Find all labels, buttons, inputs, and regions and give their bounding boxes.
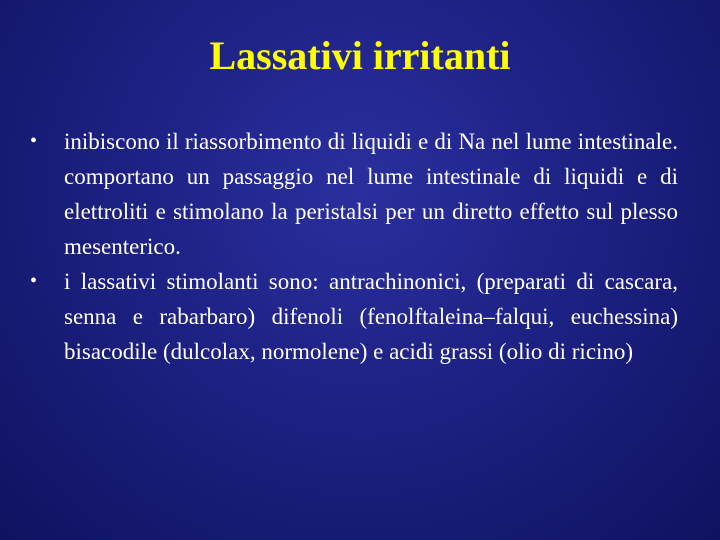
bullet-icon: • <box>30 270 38 292</box>
bullet-text: i lassativi stimolanti sono: antrachinonici, (preparati di cascara, senna e rabarbaro) difenoli (fenolftaleina–falqui, euchessina) bisacodile (dulcolax, normolene) e acidi grassi (olio di ricino) <box>64 269 678 364</box>
bullet-list <box>30 124 678 369</box>
slide-title: Lassativi irritanti <box>209 33 511 78</box>
bullet-item <box>30 124 678 264</box>
bullet-icon: • <box>30 130 38 152</box>
bullet-item <box>30 264 678 369</box>
bullet-text: inibiscono il riassorbimento di liquidi e di Na nel lume intestinale. comportano un passaggio nel lume intestinale di liquidi e di elettroliti e stimolano la peristalsi per un diretto effetto sul plesso mesenterico. <box>64 129 678 259</box>
